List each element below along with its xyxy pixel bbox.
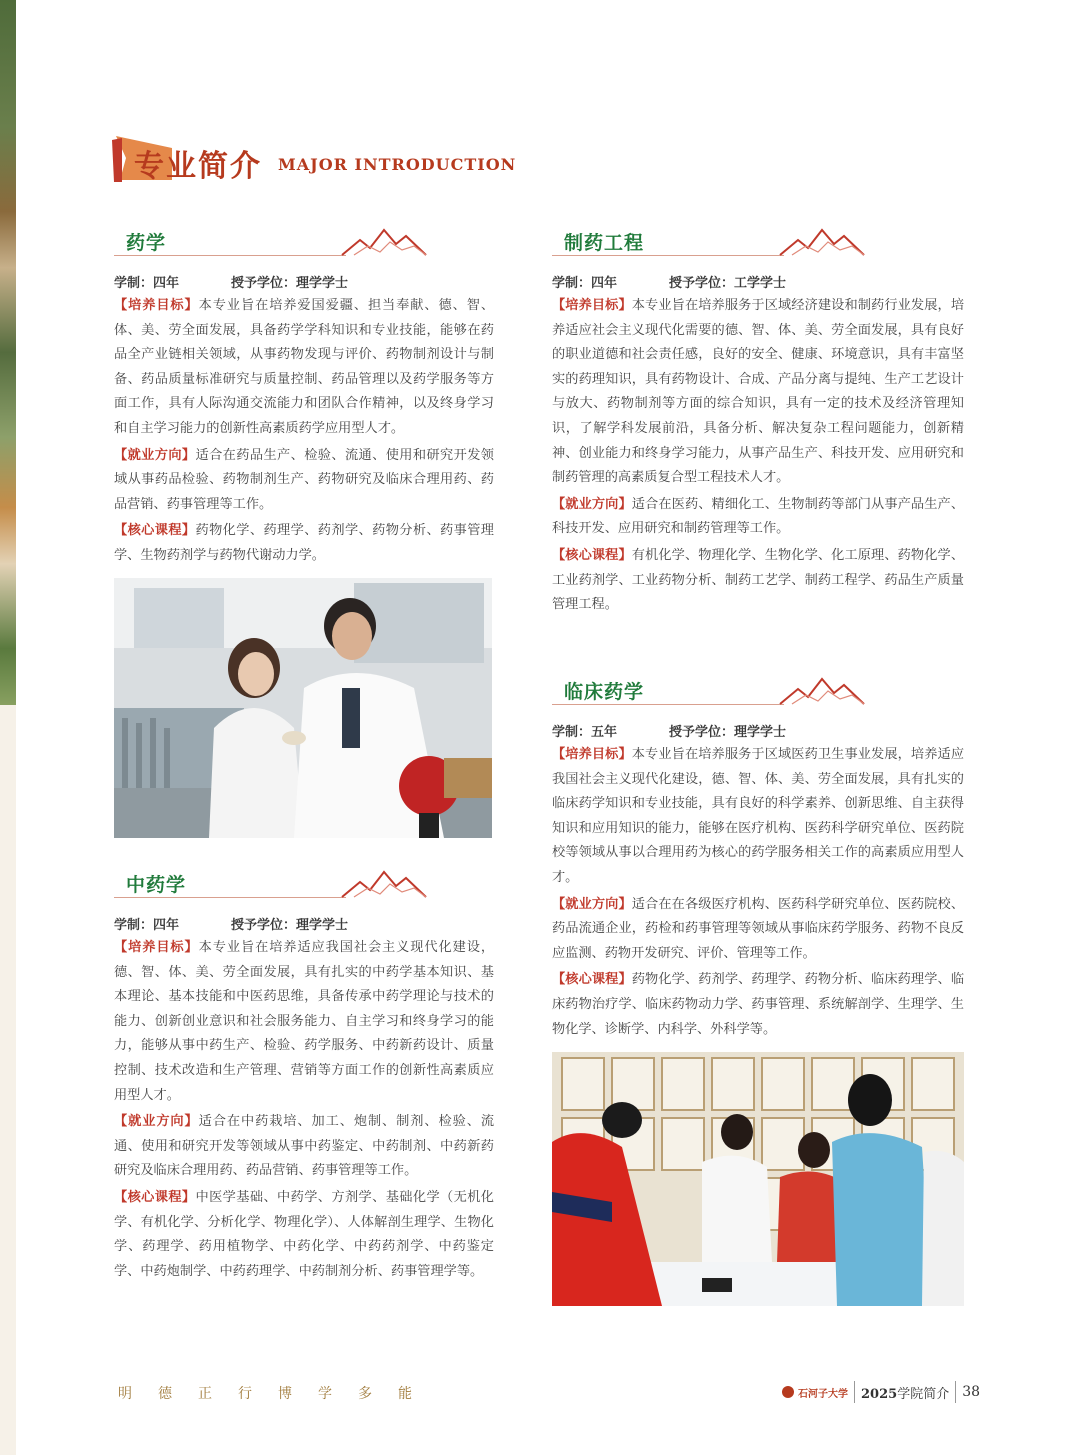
lab-photo	[114, 578, 492, 838]
duration: 学制：四年	[552, 276, 618, 291]
footer-title	[861, 1383, 949, 1402]
section-title	[552, 228, 964, 262]
courses-text: 药物化学、药理学、药剂学、药物分析、药事管理学、生物药剂学与药物代谢动力学。	[114, 523, 494, 563]
section-name: 制药工程	[564, 232, 645, 254]
section-title	[552, 677, 964, 711]
section-title	[114, 870, 494, 904]
footer-branding	[782, 1380, 982, 1404]
mountain-icon	[340, 224, 430, 260]
career-paragraph	[114, 444, 494, 518]
title-underline	[552, 255, 784, 256]
goal-tag: 【培养目标】	[552, 747, 632, 762]
footer-title-text: 学院简介	[897, 1386, 950, 1402]
courses-text: 有机化学、物理化学、生物化学、化工原理、药物化学、工业药剂学、工业药物分析、制药工艺学、制药工程学、药品生产质量管理工程。	[552, 547, 965, 613]
goal-paragraph	[114, 936, 494, 1108]
career-tag: 【就业方向】	[114, 1114, 199, 1130]
courses-tag: 【核心课程】	[552, 547, 632, 563]
goal-tag: 【培养目标】	[114, 940, 199, 955]
page-number: 38	[962, 1384, 981, 1400]
courses-paragraph	[114, 1186, 494, 1284]
university-name: 石河子大学	[798, 1388, 848, 1400]
career-tag: 【就业方向】	[552, 896, 632, 912]
university-logo-icon	[782, 1386, 794, 1398]
goal-text: 本专业旨在培养爱国爱疆、担当奉献、德、智、体、美、劳全面发展，具备药学学科知识和专业技能，能够在药品全产业链相关领域，从事药物发现与评价、药物制剂设计与制备、药品质量标准研究与质量控制、药品管理以及药学服务等方面工作，具有人际沟通交流能力和团队合作精神，以及终身学习和自主学习能力的创新性高素质药学应用型人才。	[114, 298, 495, 436]
section-pharm-engineering	[552, 228, 964, 618]
program-meta	[114, 914, 494, 934]
career-paragraph	[114, 1110, 494, 1184]
program-meta	[552, 721, 964, 741]
footer-divider	[955, 1381, 956, 1403]
goal-tag: 【培养目标】	[552, 298, 632, 313]
page-header	[112, 136, 517, 186]
career-tag: 【就业方向】	[552, 496, 632, 512]
mountain-icon	[340, 866, 430, 902]
footer-motto: 明德正行博学多能	[118, 1386, 438, 1402]
courses-tag: 【核心课程】	[114, 523, 196, 539]
degree: 授予学位：理学学士	[231, 918, 349, 933]
courses-paragraph	[114, 519, 494, 568]
section-tcm-pharmacy	[114, 870, 494, 1284]
courses-paragraph	[552, 968, 964, 1042]
courses-paragraph	[552, 544, 964, 618]
goal-text: 本专业旨在培养服务于区域经济建设和制药行业发展，培养适应社会主义现代化需要的德、智、体、美、劳全面发展，具有良好的职业道德和社会责任感，良好的安全、健康、环境意识，具有丰富坚实的药理知识，具有药物设计、合成、产品分离与提纯、生产工艺设计与放大、药物制剂等方面的综合知识，具有一定的技术及经济管理知识，了解学科发展前沿，具备分析、解决复杂工程问题能力，创新精神、创业能力和终身学习能力，从事产品生产、科技开发、应用研究和制药管理的高素质复合型工程技术人才。	[552, 298, 965, 486]
mountain-icon	[778, 673, 868, 709]
courses-text: 中医学基础、中药学、方剂学、基础化学（无机化学、有机化学、分析化学、物理化学）、人体解剖生理学、生物化学、药理学、药用植物学、中药化学、中药药剂学、中药鉴定学、中药炮制学、中药药理学、中药制剂分析、药事管理学等。	[114, 1189, 494, 1279]
herbarium-photo	[552, 1052, 964, 1306]
career-paragraph	[552, 493, 964, 542]
page-title-en: MAJOR INTRODUCTION	[278, 155, 517, 174]
goal-paragraph	[552, 294, 964, 491]
section-clinical-pharmacy	[552, 677, 964, 1042]
section-name: 中药学	[126, 874, 187, 896]
goal-text: 本专业旨在培养服务于区域医药卫生事业发展，培养适应我国社会主义现代化建设，德、智、体、美、劳全面发展，具有扎实的临床药学知识和专业技能，具有良好的科学素养、创新思维、自主获得知识和应用知识的能力，能够在医疗机构、医药科学研究单位、医药院校等领域从事以合理用药为核心的药学服务相关工作的高素质应用型人才。	[552, 747, 965, 885]
degree: 授予学位：工学学士	[669, 276, 787, 291]
career-tag: 【就业方向】	[114, 447, 196, 463]
section-name: 药学	[126, 232, 167, 254]
mountain-icon	[778, 224, 868, 260]
program-meta	[114, 272, 494, 292]
duration: 学制：四年	[114, 918, 180, 933]
section-name: 临床药学	[564, 681, 645, 703]
courses-text: 药物化学、药剂学、药理学、药物分析、临床药理学、临床药物治疗学、临床药物动力学、药事管理、系统解剖学、生理学、生物化学、诊断学、内科学、外科学等。	[552, 972, 965, 1037]
title-underline	[114, 897, 346, 898]
goal-paragraph	[552, 743, 964, 891]
goal-text: 本专业旨在培养适应我国社会主义现代化建设，德、智、体、美、劳全面发展，具有扎实的中药学基本知识、基本理论、基本技能和中医药思维，具备传承中药学理论与技术的能力、创新创业意识和社会服务能力、自主学习和终身学习的能力，能够从事中药生产、检验、药学服务、中药新药设计、质量控制、技术改造和生产管理、营销等方面工作的创新性高素质应用型人才。	[114, 940, 495, 1103]
duration: 学制：五年	[552, 725, 618, 740]
career-text: 适合在在各级医疗机构、医药科学研究单位、医药院校、药品流通企业，药检和药事管理等领域从事临床药学服务、药物不良反应监测、药物开发研究、评价、管理等工作。	[552, 896, 965, 961]
section-title	[114, 228, 494, 262]
career-text: 适合在中药栽培、加工、炮制、制剂、检验、流通、使用和研究开发等领域从事中药鉴定、中药制剂、中药新药研究及临床合理用药、药品营销、药事管理等工作。	[114, 1114, 495, 1179]
footer-divider	[854, 1381, 855, 1403]
section-pharmacy	[114, 228, 494, 569]
career-text: 适合在药品生产、检验、流通、使用和研究开发领域从事药品检验、药物制剂生产、药物研究及临床合理用药、药品营销、药事管理等工作。	[114, 447, 494, 512]
side-photo-strip	[0, 0, 16, 705]
degree: 授予学位：理学学士	[231, 276, 349, 291]
footer-year: 2025	[861, 1386, 898, 1402]
degree: 授予学位：理学学士	[669, 725, 787, 740]
courses-tag: 【核心课程】	[114, 1189, 196, 1205]
title-underline	[552, 704, 784, 705]
title-underline	[114, 255, 346, 256]
page-title-cn: 专业简介	[134, 149, 262, 184]
courses-tag: 【核心课程】	[552, 972, 632, 988]
goal-tag: 【培养目标】	[114, 298, 199, 313]
side-margin-strip	[0, 705, 16, 1455]
career-paragraph	[552, 893, 964, 967]
goal-paragraph	[114, 294, 494, 442]
duration: 学制：四年	[114, 276, 180, 291]
program-meta	[552, 272, 964, 292]
career-text: 适合在医药、精细化工、生物制药等部门从事产品生产、科技开发、应用研究和制药管理等工作。	[552, 496, 965, 537]
